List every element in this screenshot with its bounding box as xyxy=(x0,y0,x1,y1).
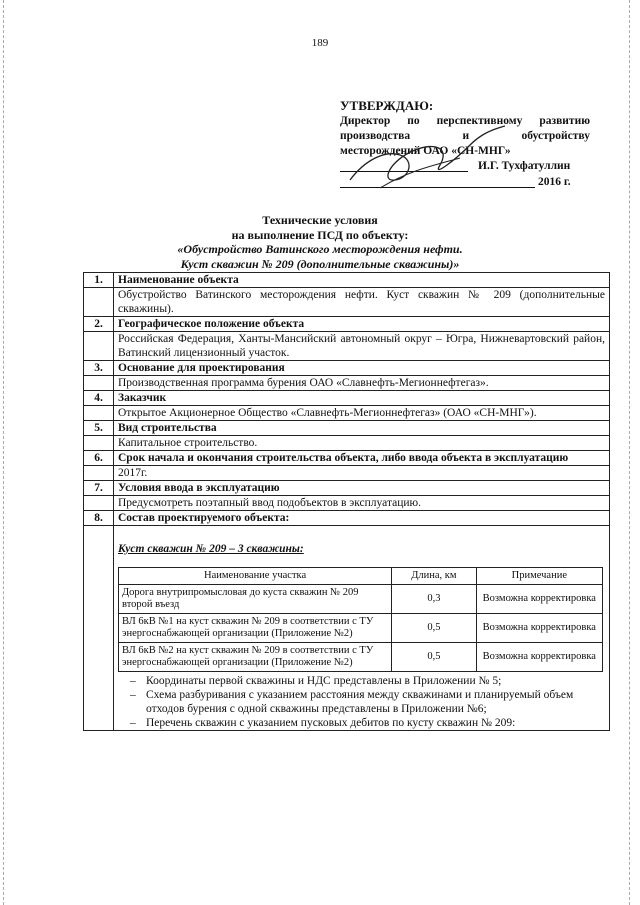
section-value: Производственная программа бурения ОАО «Славнефть-Мегионнефтегаз». xyxy=(114,376,610,391)
cell-name: ВЛ 6кВ №1 на куст скважин № 209 в соответствии с ТУ энергоснабжающей организации (Приложение №2) xyxy=(119,614,392,643)
section-value-row xyxy=(84,406,610,421)
section-value: Предусмотреть поэтапный ввод подобъектов в эксплуатацию. xyxy=(114,496,610,511)
section-value: Открытое Акционерное Общество «Славнефть-Мегионнефтегаз» (ОАО «СН-МНГ»). xyxy=(114,406,610,421)
section-value: Российская Федерация, Ханты-Мансийский автономный округ – Югра, Нижневартовский район, Ватинский лицензионный участок. xyxy=(114,332,610,361)
col-header-name: Наименование участка xyxy=(119,568,392,585)
specs-table xyxy=(83,272,610,731)
sections-length-table xyxy=(118,567,603,672)
section-value-row xyxy=(84,436,610,451)
approval-date: 2016 г. xyxy=(538,176,571,188)
inner-table-header xyxy=(119,568,603,585)
empty-cell xyxy=(84,466,114,481)
col-header-note: Примечание xyxy=(476,568,602,585)
section-value: Капитальное строительство. xyxy=(114,436,610,451)
approval-line-2: производства и обустройству xyxy=(340,130,590,142)
title-line-4: Куст скважин № 209 (дополнительные скважины)» xyxy=(180,256,460,271)
section-8-content-row xyxy=(84,526,610,731)
empty-cell xyxy=(84,496,114,511)
section-value: 2017г. xyxy=(114,466,610,481)
section-number: 1. xyxy=(84,273,114,288)
page-number: 189 xyxy=(311,37,329,49)
title-line-1: Технические условия xyxy=(262,213,378,227)
cell-note: Возможна корректировка xyxy=(476,614,602,643)
section-header-row xyxy=(84,273,610,288)
section-heading: Условия ввода в эксплуатацию xyxy=(114,481,610,496)
approval-title: УТВЕРЖДАЮ: xyxy=(340,98,434,113)
list-item: – Схема разбуривания с указанием расстояния между скважинами и планируемый объем отходов бурения с одной скважины представлены в Приложении №6; xyxy=(130,688,605,716)
section-header-row xyxy=(84,451,610,466)
list-item: – Перечень скважин с указанием пусковых дебитов по кусту скважин № 209: xyxy=(130,716,605,730)
section-header-row xyxy=(84,391,610,406)
section-number: 2. xyxy=(84,317,114,332)
empty-cell xyxy=(84,436,114,451)
list-item: – Координаты первой скважины и НДС представлены в Приложении № 5; xyxy=(130,674,605,688)
section-value: Обустройство Ватинского месторождения нефти. Куст скважин № 209 (дополнительные скважины). xyxy=(114,288,610,317)
empty-cell xyxy=(84,332,114,361)
approval-line-1: Директор по перспективному развитию xyxy=(340,115,590,127)
section-heading: Вид строительства xyxy=(114,421,610,436)
signer-name: И.Г. Тухфатуллин xyxy=(478,160,571,172)
table-row xyxy=(119,614,603,643)
section-number: 6. xyxy=(84,451,114,466)
section-header-row xyxy=(84,511,610,526)
section-heading: Географическое положение объекта xyxy=(114,317,610,332)
section-header-row xyxy=(84,317,610,332)
cell-name: Дорога внутрипромысловая до куста скважин № 209 второй въезд xyxy=(119,585,392,614)
col-header-length: Длина, км xyxy=(392,568,476,585)
cell-length: 0,3 xyxy=(392,585,476,614)
section-number: 4. xyxy=(84,391,114,406)
scan-edge-right xyxy=(629,0,631,905)
section-8-content xyxy=(114,526,610,731)
section-header-row xyxy=(84,421,610,436)
cell-length: 0,5 xyxy=(392,614,476,643)
section-value-row xyxy=(84,466,610,481)
title-line-3: «Обустройство Ватинского месторождения нефти. xyxy=(177,242,463,256)
notes-list xyxy=(118,674,605,730)
approval-line-3: месторождений ОАО «СН-МНГ» xyxy=(340,145,511,157)
empty-cell xyxy=(84,288,114,317)
section-heading: Срок начала и окончания строительства объекта, либо ввода объекта в эксплуатацию xyxy=(114,451,610,466)
section-heading: Состав проектируемого объекта: xyxy=(114,511,610,526)
section-number: 7. xyxy=(84,481,114,496)
section-value-row xyxy=(84,288,610,317)
empty-cell xyxy=(84,376,114,391)
handwritten-signature xyxy=(340,120,520,195)
cell-note: Возможна корректировка xyxy=(476,585,602,614)
section-number: 3. xyxy=(84,361,114,376)
cell-name: ВЛ 6кВ №2 на куст скважин № 209 в соответствии с ТУ энергоснабжающей организации (Приложение №2) xyxy=(119,643,392,672)
section-header-row xyxy=(84,481,610,496)
section-value-row xyxy=(84,332,610,361)
section-header-row xyxy=(84,361,610,376)
title-line-2: на выполнение ПСД по объекту: xyxy=(231,227,409,242)
section-heading: Заказчик xyxy=(114,391,610,406)
section-heading: Наименование объекта xyxy=(114,273,610,288)
table-row xyxy=(119,643,603,672)
document-title xyxy=(0,213,640,271)
section-heading: Основание для проектирования xyxy=(114,361,610,376)
well-pad-subheading: Куст скважин № 209 – 3 скважины: xyxy=(118,543,304,555)
empty-cell xyxy=(84,526,114,731)
cell-length: 0,5 xyxy=(392,643,476,672)
table-row xyxy=(119,585,603,614)
section-number: 5. xyxy=(84,421,114,436)
section-value-row xyxy=(84,376,610,391)
section-number: 8. xyxy=(84,511,114,526)
empty-cell xyxy=(84,406,114,421)
cell-note: Возможна корректировка xyxy=(476,643,602,672)
section-value-row xyxy=(84,496,610,511)
scan-edge-left xyxy=(3,0,5,905)
